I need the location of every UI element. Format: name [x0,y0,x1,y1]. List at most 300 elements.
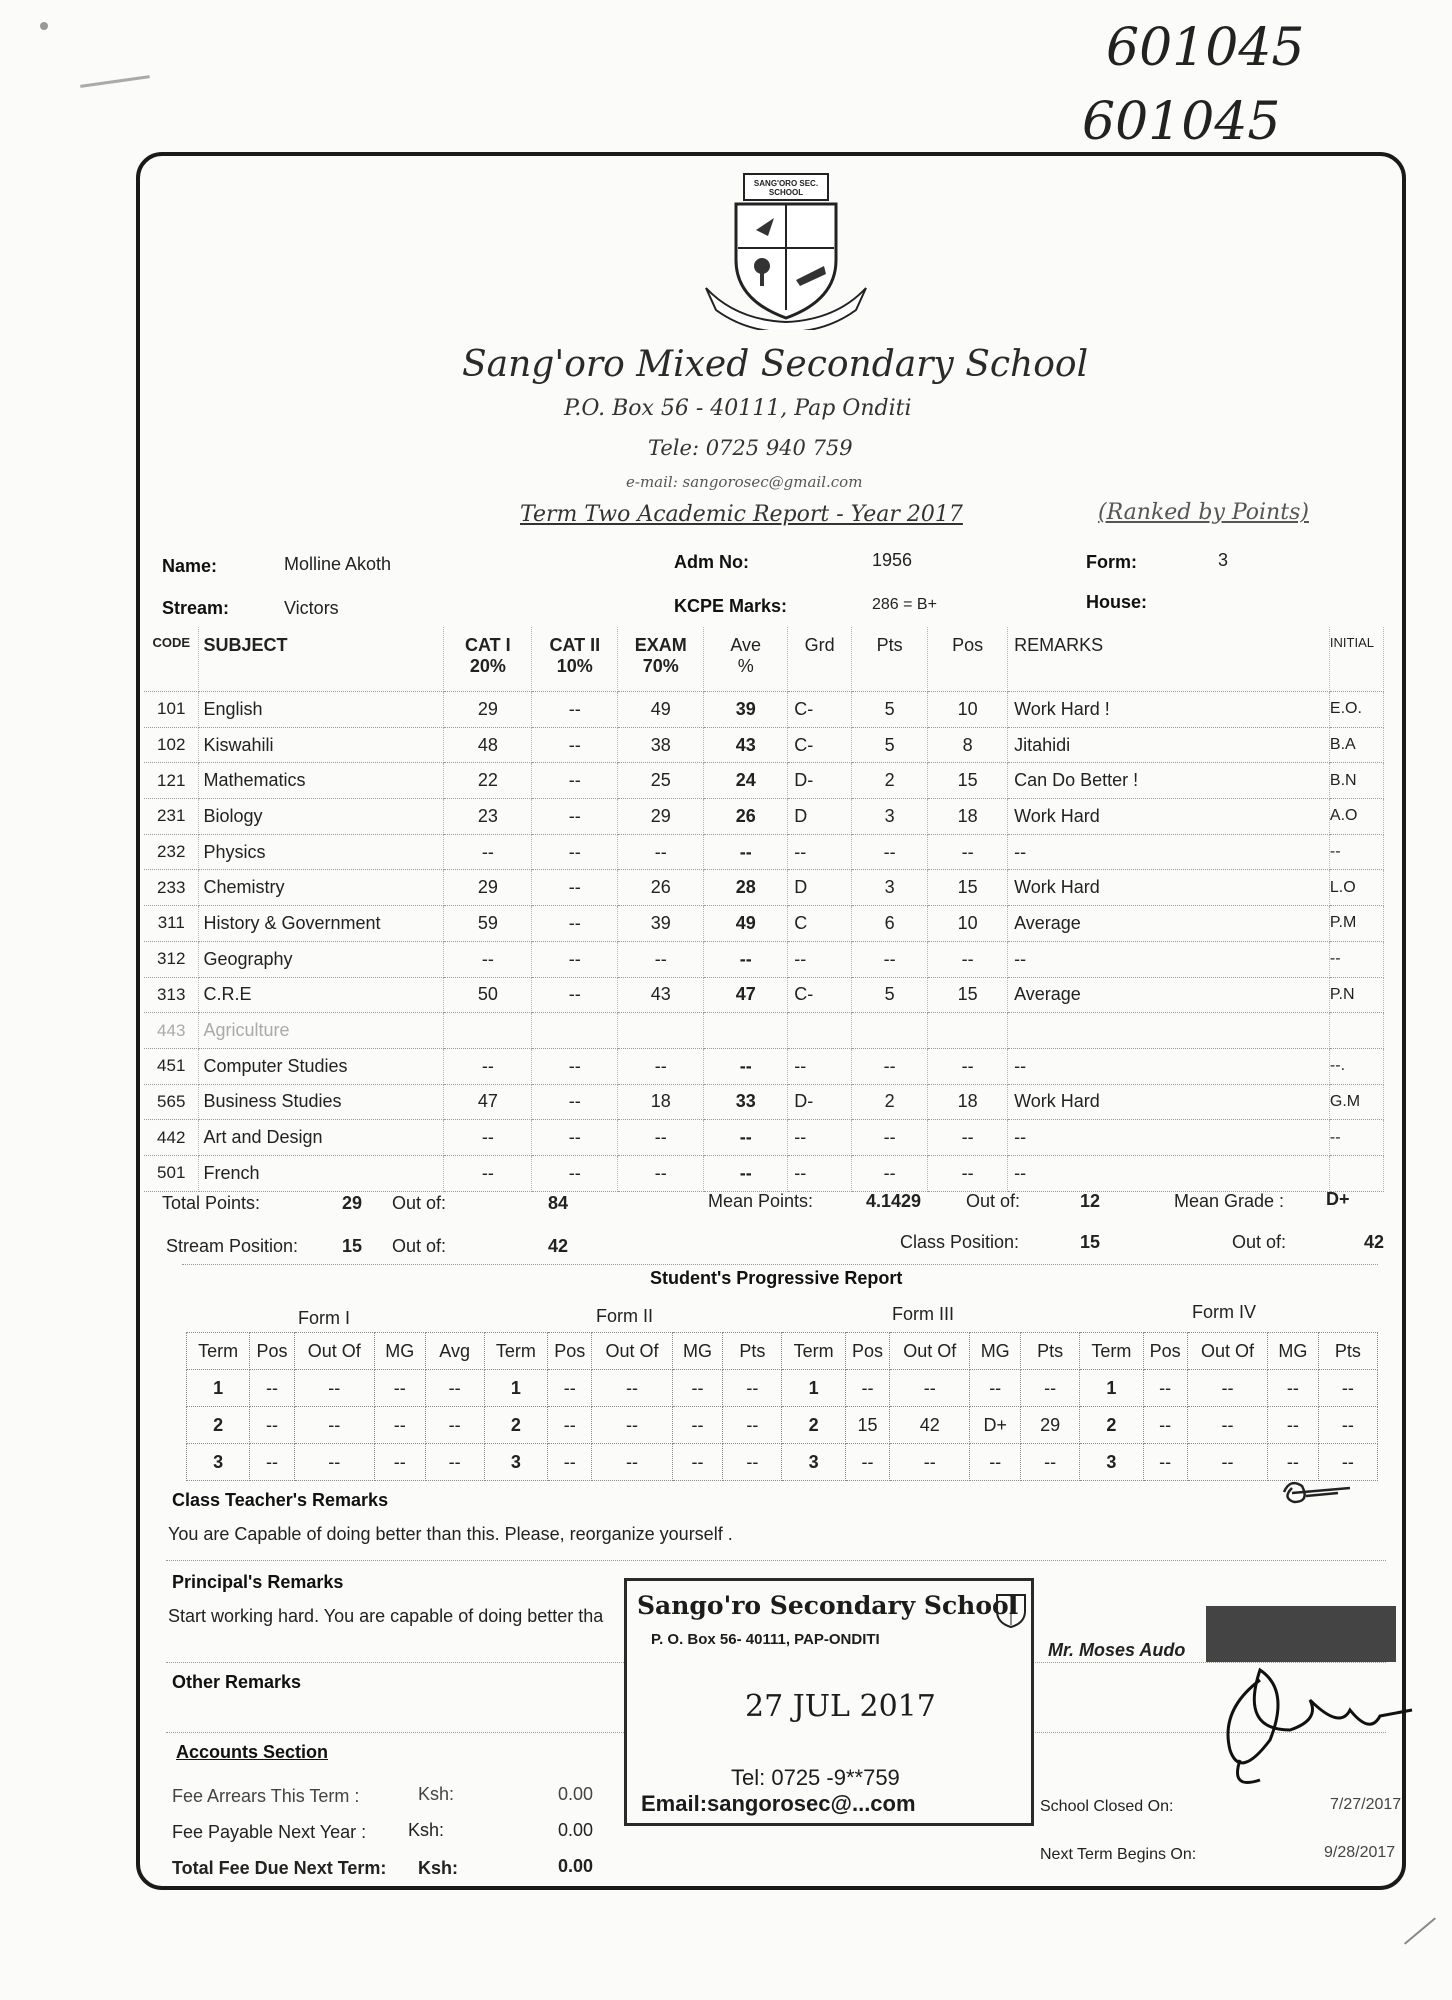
subject-cat1: -- [444,834,532,870]
progress-cell: 3 [187,1444,250,1481]
progress-header-cell: MG [672,1333,723,1370]
subject-exam [618,1013,704,1049]
subject-cat2: -- [532,692,618,728]
subject-exam: -- [618,1048,704,1084]
subject-pos: -- [928,1048,1008,1084]
cat1-header-label: CAT I [465,635,511,655]
fee-arrears-label: Fee Arrears This Term : [172,1786,360,1806]
progress-cell: -- [592,1407,672,1444]
progress-cell: 15 [845,1407,889,1444]
subject-initial [1329,1013,1383,1049]
subject-exam: -- [618,834,704,870]
subject-pos: 15 [928,870,1008,906]
subject-ave: -- [704,1120,788,1156]
exam-header-weight: 70% [642,656,679,676]
subject-pos: -- [928,1155,1008,1191]
subject-row [144,941,1384,977]
exam-header-label: EXAM [634,635,687,655]
progress-cell: -- [672,1370,723,1407]
progress-header-row [187,1333,1378,1370]
progress-header-cell: Pts [1021,1333,1080,1370]
progress-cell: -- [1187,1407,1267,1444]
subject-name: Art and Design [199,1120,444,1156]
subject-pos: -- [928,834,1008,870]
subject-ave: -- [704,1048,788,1084]
subject-pts: 2 [852,1084,928,1120]
subject-cat2: -- [532,1048,618,1084]
subject-name: Business Studies [199,1084,444,1120]
subject-pos: 10 [928,906,1008,942]
subject-remarks: Average [1008,906,1330,942]
subject-grd: D [788,870,852,906]
school-email: e-mail: sangorosec@gmail.com [626,473,863,491]
subject-cat1: 23 [444,799,532,835]
kcpe-label: KCPE Marks: [674,596,788,616]
subject-remarks: Work Hard [1008,1084,1330,1120]
subject-cat2: -- [532,763,618,799]
fee-payable: 0.00 [558,1820,594,1840]
total-points: 29 [342,1193,363,1213]
total-points-label: Total Points: [162,1193,261,1213]
subject-code: 451 [144,1048,199,1084]
stream-out-of: 42 [548,1236,569,1256]
subject-initial: A.O [1329,799,1383,835]
class-position-label: Class Position: [900,1232,1020,1252]
school-telephone: Tele: 0725 940 759 [648,436,853,460]
subject-name: Computer Studies [199,1048,444,1084]
subject-grd: C- [788,977,852,1013]
kcpe-marks: 286 = B+ [872,596,937,613]
subject-ave: -- [704,1155,788,1191]
subject-name: Geography [199,941,444,977]
marks-table [144,627,1384,1192]
total-out-of: 84 [548,1193,569,1213]
subject-ave: 33 [704,1084,788,1120]
marks-header-row [144,627,1384,692]
cat2-header-label: CAT II [549,635,601,655]
progress-cell: -- [374,1407,425,1444]
subject-code: 442 [144,1120,199,1156]
subject-pts: -- [852,1120,928,1156]
subject-pos: 18 [928,799,1008,835]
progress-header-cell: Pts [723,1333,782,1370]
total-fee-currency: Ksh: [418,1858,458,1878]
subject-initial: B.N [1329,763,1383,799]
subject-remarks: Work Hard [1008,870,1330,906]
progress-cell: -- [1021,1444,1080,1481]
fee-arrears: 0.00 [558,1784,594,1804]
progress-header-cell: Out Of [592,1333,672,1370]
student-name: Molline Akoth [284,554,392,574]
subject-cat1: -- [444,941,532,977]
progress-header-cell: Term [187,1333,250,1370]
progress-cell: -- [890,1370,970,1407]
progress-header-cell: Pts [1318,1333,1377,1370]
progress-cell: -- [672,1444,723,1481]
subject-ave: 26 [704,799,788,835]
progress-cell: -- [723,1370,782,1407]
next-term-label: Next Term Begins On: [1040,1846,1197,1863]
subject-name: History & Government [199,906,444,942]
progress-cell: -- [374,1444,425,1481]
subject-initial: -- [1329,834,1383,870]
progress-cell: -- [425,1444,484,1481]
subject-exam: 18 [618,1084,704,1120]
progress-cell: -- [970,1444,1021,1481]
subject-cat2: -- [532,941,618,977]
progress-cell: -- [250,1370,294,1407]
principal-name: Mr. Moses Audo [1048,1640,1186,1660]
subject-exam: 49 [618,692,704,728]
progress-cell: D+ [970,1407,1021,1444]
progress-table [186,1332,1378,1481]
subject-remarks: -- [1008,834,1330,870]
progress-cell: -- [592,1444,672,1481]
form-value: 3 [1218,550,1229,570]
ave-header [704,627,788,692]
subject-code: 443 [144,1013,199,1049]
subject-name: Mathematics [199,763,444,799]
accounts-title: Accounts Section [176,1742,329,1762]
subject-ave: 28 [704,870,788,906]
subject-code: 121 [144,763,199,799]
subject-pts: -- [852,941,928,977]
mean-grade: D+ [1326,1189,1350,1209]
progress-cell: 2 [187,1407,250,1444]
progress-cell: -- [548,1407,592,1444]
subject-cat2 [532,1013,618,1049]
progress-header-cell: Term [782,1333,845,1370]
subject-ave: 47 [704,977,788,1013]
house-label: House: [1086,592,1148,612]
subject-code: 565 [144,1084,199,1120]
total-fee-label: Total Fee Due Next Term: [172,1858,387,1878]
name-label: Name: [162,556,218,576]
progress-header-cell: Term [1080,1333,1143,1370]
subject-row [144,799,1384,835]
progress-header-cell: Out Of [1187,1333,1267,1370]
progress-cell: -- [1187,1370,1267,1407]
pos-header: Pos [928,627,1008,692]
subject-initial: -- [1329,1120,1383,1156]
subject-header: SUBJECT [199,627,444,692]
class-out-of-label: Out of: [1232,1232,1287,1252]
subject-pts: 2 [852,763,928,799]
cat2-header [532,627,618,692]
progress-cell: 2 [1080,1407,1143,1444]
subject-row [144,1120,1384,1156]
principal-signature [1200,1650,1420,1805]
progress-cell: 29 [1021,1407,1080,1444]
progress-cell: -- [425,1370,484,1407]
subject-row [144,977,1384,1013]
grd-header: Grd [788,627,852,692]
fee-payable-label: Fee Payable Next Year : [172,1822,367,1842]
school-name: Sang'oro Mixed Secondary School [462,344,1089,385]
subject-name: French [199,1155,444,1191]
form-2-label: Form II [596,1306,653,1326]
progress-cell: -- [425,1407,484,1444]
subject-exam: 25 [618,763,704,799]
subject-initial: B.A [1329,727,1383,763]
teacher-signature [1280,1476,1360,1515]
subject-pts: -- [852,1048,928,1084]
subject-initial: G.M [1329,1084,1383,1120]
stream-out-of-label: Out of: [392,1236,447,1256]
subject-remarks: -- [1008,1155,1330,1191]
stream-label: Stream: [162,598,230,618]
stamp-box: P. O. Box 56- 40111, PAP-ONDITI [651,1631,880,1648]
progress-cell: -- [845,1444,889,1481]
subject-exam: -- [618,941,704,977]
subject-row [144,1155,1384,1191]
progress-cell: -- [1268,1444,1319,1481]
subject-cat2: -- [532,834,618,870]
subject-cat1: 48 [444,727,532,763]
subject-grd: -- [788,1120,852,1156]
mean-grade-label: Mean Grade : [1174,1191,1285,1211]
progress-cell: 1 [782,1370,845,1407]
progress-cell: -- [1143,1370,1187,1407]
subject-initial: P.N [1329,977,1383,1013]
subject-exam: 43 [618,977,704,1013]
stamp-email: Email:sangorosec@...com [641,1791,916,1816]
scan-edge-mark [1404,1917,1436,1944]
subject-remarks [1008,1013,1330,1049]
subject-initial: L.O [1329,870,1383,906]
subject-exam: 26 [618,870,704,906]
subject-ave: -- [704,834,788,870]
subject-cat1 [444,1013,532,1049]
subject-pos: -- [928,1120,1008,1156]
subject-cat1: -- [444,1120,532,1156]
subject-pos: 10 [928,692,1008,728]
subject-name: Chemistry [199,870,444,906]
stream-position-label: Stream Position: [166,1236,299,1256]
exam-header [618,627,704,692]
subject-code: 311 [144,906,199,942]
form-1-label: Form I [298,1308,350,1328]
subject-pos: 15 [928,977,1008,1013]
progress-cell: 42 [890,1407,970,1444]
progress-header-cell: Pos [1143,1333,1187,1370]
subject-grd: -- [788,1048,852,1084]
subject-remarks: Can Do Better ! [1008,763,1330,799]
subject-code: 501 [144,1155,199,1191]
school-closed-label: School Closed On: [1040,1798,1174,1815]
subject-cat1: 29 [444,692,532,728]
subject-grd: -- [788,1155,852,1191]
subject-pts: 5 [852,727,928,763]
subject-pos: 18 [928,1084,1008,1120]
mean-points-label: Mean Points: [708,1191,814,1211]
subject-row [144,763,1384,799]
adm-number: 1956 [872,550,913,570]
progress-cell: -- [723,1444,782,1481]
subject-pts: -- [852,1155,928,1191]
subject-row [144,727,1384,763]
form-3-label: Form III [892,1304,954,1324]
handwritten-number: 601045 [1106,18,1305,78]
subject-pts: 6 [852,906,928,942]
stream-position: 15 [342,1236,363,1256]
progress-header-cell: MG [970,1333,1021,1370]
subject-initial [1329,1155,1383,1191]
next-term-date: 9/28/2017 [1324,1844,1396,1861]
subject-pts: 3 [852,870,928,906]
subject-code: 102 [144,727,199,763]
progress-cell: -- [374,1370,425,1407]
school-crest [696,170,876,330]
subject-code: 101 [144,692,199,728]
stamp-date: 27 JUL 2017 [745,1689,936,1724]
progress-cell: 3 [484,1444,547,1481]
subject-cat2: -- [532,727,618,763]
subject-exam: 29 [618,799,704,835]
subject-code: 312 [144,941,199,977]
progress-row [187,1407,1378,1444]
subject-pts: 3 [852,799,928,835]
progress-cell: -- [1143,1407,1187,1444]
subject-ave: 39 [704,692,788,728]
remarks-header: REMARKS [1008,627,1330,692]
cat1-header-weight: 20% [469,656,506,676]
progress-cell: -- [970,1370,1021,1407]
subject-pts: -- [852,834,928,870]
progress-header-cell: Term [484,1333,547,1370]
subject-initial: --. [1329,1048,1383,1084]
subject-grd: D [788,799,852,835]
adm-label: Adm No: [674,552,749,572]
subject-pts [852,1013,928,1049]
subject-name: English [199,692,444,728]
subject-code: 313 [144,977,199,1013]
subject-cat1: -- [444,1048,532,1084]
progress-cell: -- [294,1407,374,1444]
form-4-label: Form IV [1192,1302,1257,1322]
subject-grd: D- [788,1084,852,1120]
subject-pts: 5 [852,977,928,1013]
progress-header-cell: Pos [548,1333,592,1370]
subject-pos: -- [928,941,1008,977]
subject-remarks: -- [1008,1120,1330,1156]
progress-row [187,1370,1378,1407]
subject-row [144,1084,1384,1120]
school-address: P.O. Box 56 - 40111, Pap Onditi [564,396,912,421]
progress-cell: 2 [782,1407,845,1444]
subject-cat1: -- [444,1155,532,1191]
school-closed-date: 7/27/2017 [1330,1796,1402,1813]
total-fee: 0.00 [558,1856,594,1876]
stamp-school-name: Sango'ro Secondary School [637,1591,1019,1620]
subject-remarks: -- [1008,1048,1330,1084]
subject-grd: C- [788,727,852,763]
subject-pts: 5 [852,692,928,728]
subject-ave: -- [704,941,788,977]
subject-name: C.R.E [199,977,444,1013]
fee-arrears-currency: Ksh: [418,1784,455,1804]
subject-exam: -- [618,1155,704,1191]
progress-cell: 1 [1080,1370,1143,1407]
subject-cat2: -- [532,1120,618,1156]
subject-pos [928,1013,1008,1049]
subject-remarks: Jitahidi [1008,727,1330,763]
subject-code: 232 [144,834,199,870]
subject-pos: 15 [928,763,1008,799]
subject-exam: 38 [618,727,704,763]
subject-cat2: -- [532,977,618,1013]
divider [182,1264,1378,1265]
ave-header-label: Ave [730,635,762,655]
pts-header: Pts [852,627,928,692]
subject-remarks: -- [1008,941,1330,977]
subject-initial: E.O. [1329,692,1383,728]
subject-name: Kiswahili [199,727,444,763]
subject-cat2: -- [532,1155,618,1191]
progress-cell: -- [1143,1444,1187,1481]
progress-cell: 1 [187,1370,250,1407]
ave-header-unit: % [737,656,754,676]
subject-row [144,834,1384,870]
ranking-note: (Ranked by Points) [1098,500,1309,525]
fee-payable-currency: Ksh: [408,1820,445,1840]
subject-grd: -- [788,834,852,870]
mean-out-of: 12 [1080,1191,1101,1211]
mean-out-of-label: Out of: [966,1191,1021,1211]
progress-cell: -- [1268,1370,1319,1407]
class-out-of: 42 [1364,1232,1385,1252]
stamp-telephone: Tel: 0725 -9**759 [731,1765,900,1790]
subject-cat1: 47 [444,1084,532,1120]
code-header: CODE [144,627,199,692]
progress-header-cell: Avg [425,1333,484,1370]
subject-row [144,1013,1384,1049]
subject-cat2: -- [532,799,618,835]
report-title: Term Two Academic Report - Year 2017 [520,502,963,527]
subject-name: Biology [199,799,444,835]
progress-cell: -- [250,1444,294,1481]
initial-header: INITIAL [1329,627,1383,692]
subject-grd: -- [788,941,852,977]
progress-header-cell: Out Of [294,1333,374,1370]
progress-cell: -- [548,1444,592,1481]
subject-name: Physics [199,834,444,870]
crest-label: SANG'ORO SEC. SCHOOL [753,179,819,197]
progress-cell: -- [548,1370,592,1407]
subject-remarks: Average [1008,977,1330,1013]
progress-header-cell: MG [374,1333,425,1370]
subject-grd: C- [788,692,852,728]
subject-row [144,906,1384,942]
subject-cat1: 50 [444,977,532,1013]
other-remarks-label: Other Remarks [172,1672,302,1692]
subject-pos: 8 [928,727,1008,763]
stream-value: Victors [284,598,339,618]
progress-cell: -- [723,1407,782,1444]
mean-points: 4.1429 [866,1191,922,1211]
subject-exam: -- [618,1120,704,1156]
subject-code: 233 [144,870,199,906]
progress-cell: -- [1187,1444,1267,1481]
progress-cell: -- [592,1370,672,1407]
scan-smudge [80,75,150,88]
class-teacher-remarks-label: Class Teacher's Remarks [172,1490,389,1510]
class-position: 15 [1080,1232,1101,1252]
progress-cell: -- [250,1407,294,1444]
subject-grd: D- [788,763,852,799]
progress-cell: -- [890,1444,970,1481]
progress-header-cell: Out Of [890,1333,970,1370]
